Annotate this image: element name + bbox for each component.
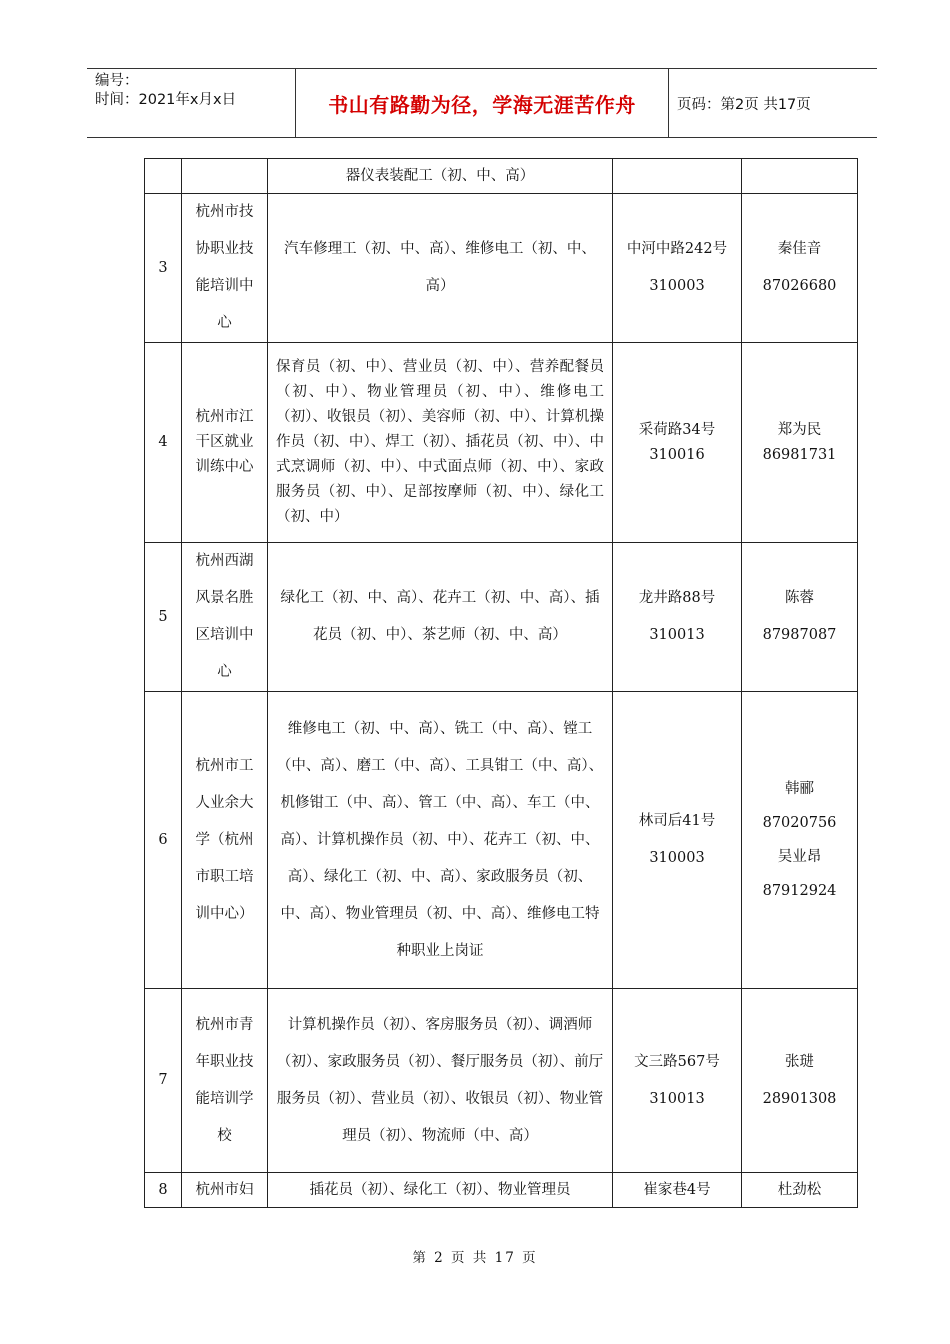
row-number — [145, 159, 182, 194]
time-label: 时间：2021年x月x日 — [95, 92, 237, 108]
contact-person: 陈蓉 — [785, 590, 814, 606]
row-number: 4 — [145, 343, 182, 543]
course-list: 保育员（初、中）、营业员（初、中）、营养配餐员（初、中）、物业管理员（初、中）、维修电工（初）、收银员（初）、美容师（初、中）、计算机操作员（初、中）、焊工（初）、插花员（初、中）、中式烹调师（初、中）、中式面点师（初、中）、家政服务员（初、中）、足部按摩师（初、中）、绿化工（初、中） — [268, 343, 613, 543]
contact-phone: 87987087 — [762, 627, 837, 643]
postal-code: 310013 — [649, 1090, 705, 1107]
contact-person: 秦佳音 — [777, 241, 822, 257]
course-list: 插花员（初）、绿化工（初）、物业管理员 — [268, 1173, 613, 1208]
number-label: 编号： — [95, 73, 139, 89]
contact-cell — [742, 343, 858, 543]
contact-phone: 87912924 — [762, 883, 837, 899]
address-street: 林司后41号 — [638, 813, 716, 829]
row-number: 3 — [145, 194, 182, 343]
address-street: 中河中路242号 — [626, 241, 728, 257]
contact-person: 张琎 — [785, 1053, 814, 1070]
contact-cell — [742, 692, 858, 989]
header-motto: 书山有路勤为径，学海无涯苦作舟 — [295, 69, 669, 137]
row-number: 5 — [145, 543, 182, 692]
header-meta — [87, 69, 295, 137]
contact-phone: 87026680 — [762, 278, 837, 294]
address-cell — [613, 194, 742, 343]
training-institutions-table — [144, 158, 858, 1208]
contact-cell — [742, 194, 858, 343]
institution-name: 杭州市工人业余大学（杭州市职工培训中心） — [182, 692, 268, 989]
row-number: 7 — [145, 989, 182, 1173]
address-street: 崔家巷4号 — [643, 1182, 711, 1198]
page-header — [87, 68, 877, 138]
contact-cell — [742, 543, 858, 692]
row-number: 8 — [145, 1173, 182, 1208]
postal-code: 310003 — [649, 278, 705, 294]
postal-code: 310013 — [649, 627, 705, 643]
table-row — [145, 343, 858, 543]
address-street: 龙井路88号 — [638, 590, 716, 606]
table-row — [145, 194, 858, 343]
contact-person: 郑为民 — [777, 421, 822, 438]
contact-phone: 86981731 — [762, 446, 837, 463]
contact-person: 韩郦 — [785, 781, 814, 797]
contact-cell — [742, 1173, 858, 1208]
table-row — [145, 1173, 858, 1208]
table-row — [145, 692, 858, 989]
page-footer: 第 2 页 共 17 页 — [412, 1250, 538, 1266]
contact-phone: 87020756 — [762, 815, 837, 831]
contact-cell — [742, 159, 858, 194]
address-cell — [613, 159, 742, 194]
contact-person: 杜劲松 — [777, 1182, 822, 1198]
table-row — [145, 159, 858, 194]
table-row — [145, 543, 858, 692]
institution-name: 杭州西湖风景名胜区培训中心 — [182, 543, 268, 692]
course-list: 汽车修理工（初、中、高）、维修电工（初、中、高） — [268, 194, 613, 343]
address-street: 文三路567号 — [634, 1053, 720, 1070]
contact-person: 吴业昂 — [777, 849, 822, 865]
address-cell — [613, 989, 742, 1173]
table-row — [145, 989, 858, 1173]
course-list: 维修电工（初、中、高）、铣工（中、高）、镗工（中、高）、磨工（中、高）、工具钳工（中、高）、机修钳工（中、高）、管工（中、高）、车工（中、高）、计算机操作员（初、中）、花卉工（初、中、高）、绿化工（初、中、高）、家政服务员（初、中、高）、物业管理员（初、中、高）、维修电工特种职业上岗证 — [268, 692, 613, 989]
contact-phone: 28901308 — [762, 1090, 837, 1107]
address-cell — [613, 343, 742, 543]
postal-code: 310003 — [649, 850, 705, 866]
address-street: 采荷路34号 — [638, 421, 716, 438]
postal-code: 310016 — [649, 446, 705, 463]
address-cell — [613, 1173, 742, 1208]
header-page-label: 页码：第2页 共17页 — [677, 96, 811, 113]
institution-name: 杭州市江干区就业训练中心 — [182, 343, 268, 543]
institution-name: 杭州市青年职业技能培训学校 — [182, 989, 268, 1173]
course-list: 计算机操作员（初）、客房服务员（初）、调酒师（初）、家政服务员（初）、餐厅服务员（初）、前厅服务员（初）、营业员（初）、收银员（初）、物业管理员（初）、物流师（中、高） — [268, 989, 613, 1173]
address-cell — [613, 692, 742, 989]
address-cell — [613, 543, 742, 692]
course-list: 绿化工（初、中、高）、花卉工（初、中、高）、插花员（初、中）、茶艺师（初、中、高） — [268, 543, 613, 692]
institution-name — [182, 159, 268, 194]
contact-cell — [742, 989, 858, 1173]
institution-name: 杭州市妇 — [182, 1173, 268, 1208]
institution-name: 杭州市技协职业技能培训中心 — [182, 194, 268, 343]
row-number: 6 — [145, 692, 182, 989]
course-list: 器仪表装配工（初、中、高） — [268, 159, 613, 194]
